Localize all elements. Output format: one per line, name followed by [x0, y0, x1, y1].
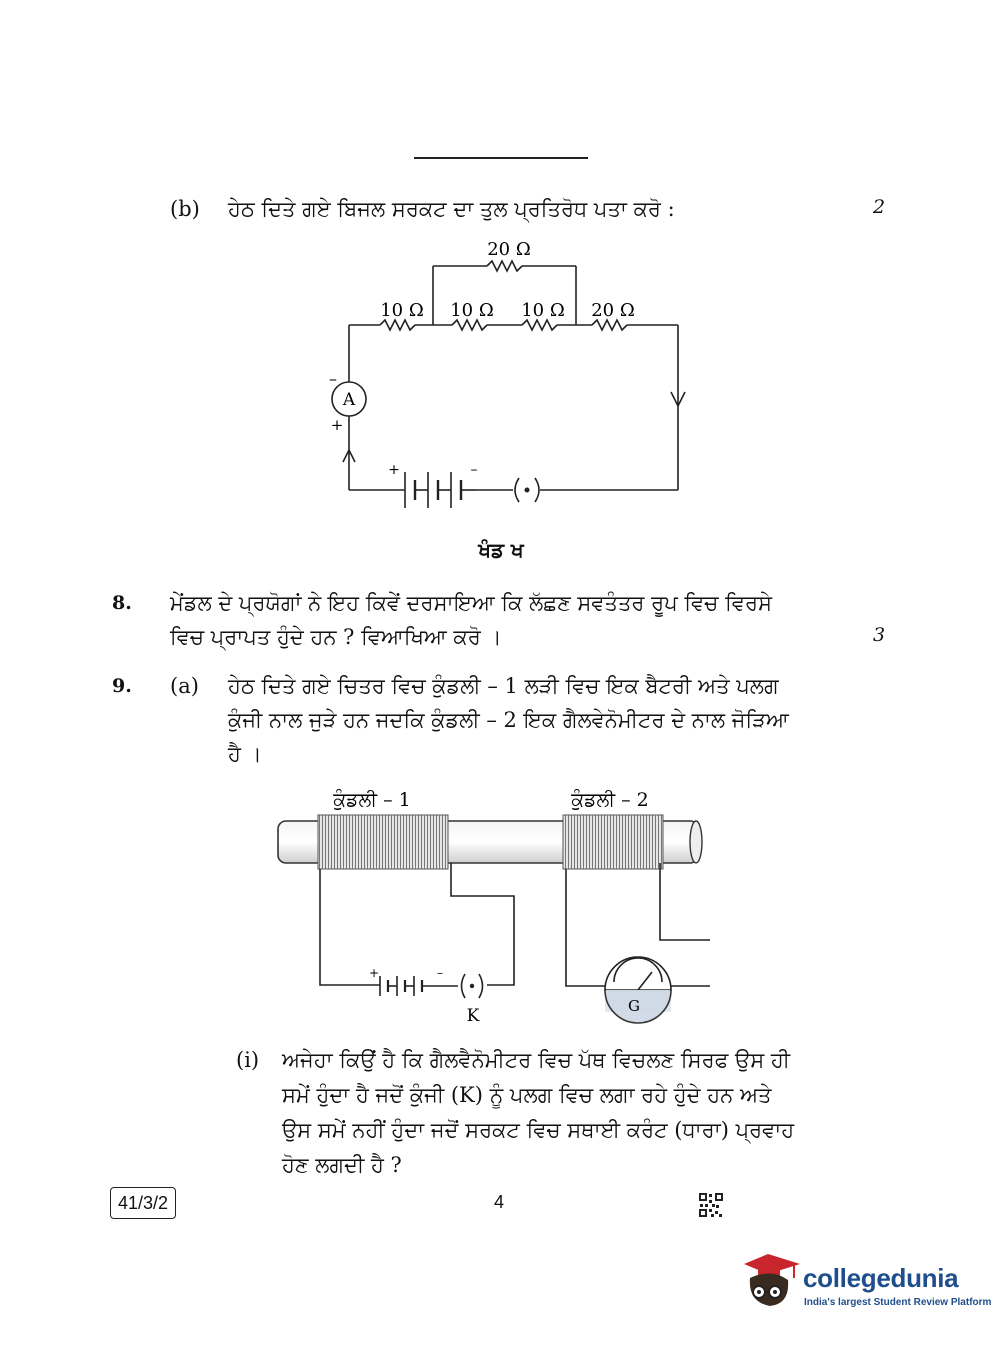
q7b-label: (b) [170, 197, 200, 221]
battery-plus-2: + [368, 966, 380, 980]
resistor-10-1 [380, 320, 415, 330]
resistor-20-parallel [487, 261, 522, 271]
battery-minus: – [470, 462, 478, 478]
q8-line2: ਵਿਚ ਪ੍ਰਾਪਤ ਹੁੰਦੇ ਹਨ ? ਵਿਆਖਿਆ ਕਰੋ । [170, 625, 502, 649]
galvanometer-label: G [628, 997, 640, 1015]
q9i-line1: ਅਜੇਹਾ ਕਿਉਂ ਹੈ ਕਿ ਗੈਲਵੈਨੋਮੀਟਰ ਵਿਚ ਪੱਥ ਵਿਚਲਣ ਸਿਰਫ ਉਸ ਹੀ [282, 1048, 791, 1072]
key-label: K [466, 1006, 480, 1026]
q9i-label: (i) [236, 1048, 260, 1072]
q7b-text: ਹੇਠ ਦਿਤੇ ਗਏ ਬਿਜਲ ਸਰਕਟ ਦਾ ਤੁਲ ਪ੍ਰਤਿਰੋਧ ਪਤਾ ਕਰੋ : [228, 197, 675, 221]
q8-number: 8. [112, 592, 132, 614]
top-rule [414, 157, 588, 159]
plug-key-2: (•) [461, 977, 483, 996]
coil-1 [318, 815, 448, 869]
coil1-label: ਕੁੰਡਲੀ – 1 [333, 789, 411, 811]
label-r4: 20 Ω [591, 300, 635, 321]
q9i-line4: ਹੋਣ ਲਗਦੀ ਹੈ ? [282, 1153, 402, 1177]
q9a-line1: ਹੇਠ ਦਿਤੇ ਗਏ ਚਿਤਰ ਵਿਚ ਕੁੰਡਲੀ – 1 ਲੜੀ ਵਿਚ ਇਕ ਬੈਟਰੀ ਅਤੇ ਪਲਗ [228, 674, 779, 698]
section-title: ਖੰਡ ਖ [478, 538, 524, 562]
q9a-line2: ਕੁੰਜੀ ਨਾਲ ਜੁੜੇ ਹਨ ਜਦਕਿ ਕੁੰਡਲੀ – 2 ਇਕ ਗੈਲਵੇਨੋਮੀਟਰ ਦੇ ਨਾਲ ਜੋੜਿਆ [228, 708, 789, 732]
ammeter-plus: + [330, 416, 344, 434]
q9i-line3: ਉਸ ਸਮੇਂ ਨਹੀਂ ਹੁੰਦਾ ਜਦੋਂ ਸਰਕਟ ਵਿਚ ਸਥਾਈ ਕਰੰਟ (ਧਾਰਾ) ਪ੍ਰਵਾਹ [282, 1118, 795, 1142]
resistor-10-3 [522, 320, 557, 330]
collegedunia-logo-icon [742, 1252, 802, 1310]
label-r2: 10 Ω [450, 300, 494, 321]
battery-plus: + [388, 462, 400, 478]
ammeter-minus: – [329, 369, 337, 388]
resistor-20-series [592, 320, 627, 330]
q9a-line3: ਹੈ । [228, 742, 262, 766]
circuit-diagram [320, 228, 700, 518]
q7b-marks: 2 [873, 196, 886, 218]
ammeter-label: A [342, 390, 356, 410]
coil-2 [563, 815, 663, 869]
label-r1: 10 Ω [380, 300, 424, 321]
q9-number: 9. [112, 675, 132, 697]
label-r-top: 20 Ω [487, 239, 531, 260]
q8-line1: ਮੇਂਡਲ ਦੇ ਪ੍ਰਯੋਗਾਂ ਨੇ ਇਹ ਕਿਵੇਂ ਦਰਸਾਇਆ ਕਿ ਲੱਛਣ ਸਵਤੰਤਰ ਰੂਪ ਵਿਚ ਵਿਰਸੇ [170, 591, 773, 615]
battery-minus-2: – [437, 966, 443, 980]
resistor-10-2 [452, 320, 487, 330]
page-number: 4 [494, 1192, 505, 1212]
q8-marks: 3 [873, 624, 886, 646]
brand-name: collegedunia [803, 1263, 959, 1293]
q9i-line2: ਸਮੇਂ ਹੁੰਦਾ ਹੈ ਜਦੋਂ ਕੁੰਜੀ (K) ਨੂੰ ਪਲਗ ਵਿਚ ਲਗਾ ਰਹੇ ਹੁੰਦੇ ਹਨ ਅਤੇ [282, 1083, 772, 1107]
label-r3: 10 Ω [521, 300, 565, 321]
plug-key: (•) [513, 478, 541, 502]
q9a-label: (a) [170, 674, 199, 698]
coil2-label: ਕੁੰਡਲੀ – 2 [571, 789, 649, 811]
qr-code-icon [698, 1192, 724, 1218]
paper-code: 41/3/2 [110, 1187, 176, 1219]
coil-figure [270, 780, 710, 1030]
brand-tagline: India's largest Student Review Platform [804, 1297, 992, 1308]
